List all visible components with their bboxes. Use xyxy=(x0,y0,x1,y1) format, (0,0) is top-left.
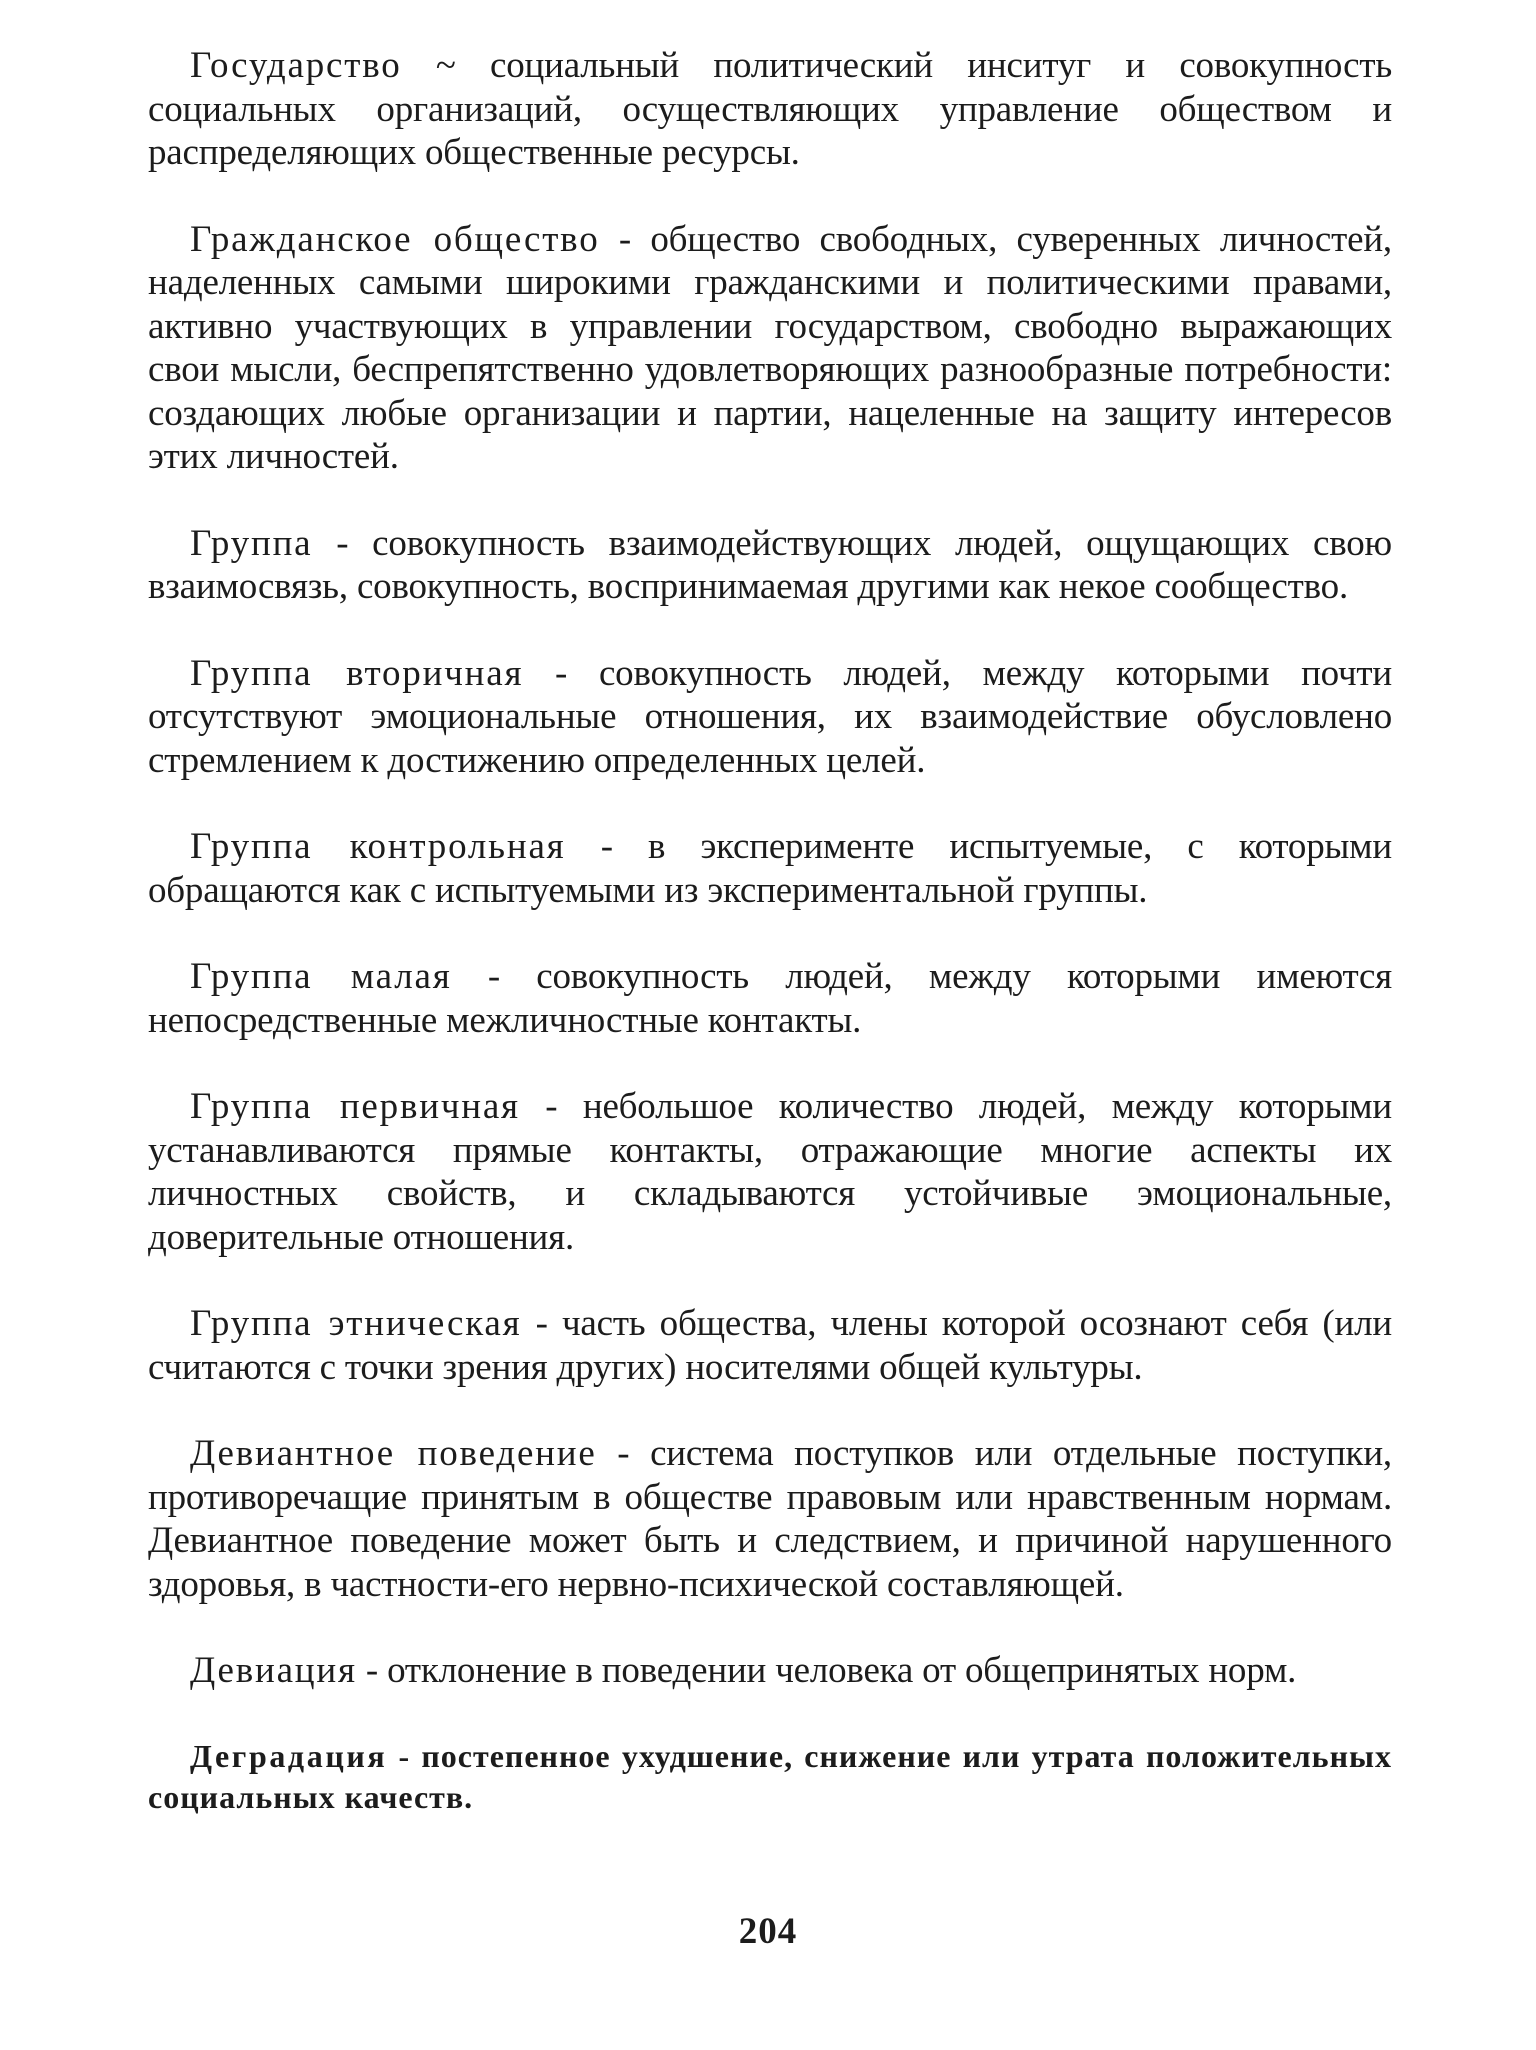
glossary-entry-gosudarstvo xyxy=(148,44,1392,175)
entry-separator: ~ xyxy=(401,45,490,86)
entry-separator: - xyxy=(565,826,649,867)
entry-definition: постепенное ухудшение, снижение или утрата положительных социальных качеств. xyxy=(148,1737,1392,1815)
entry-term: Группа вторичная xyxy=(190,652,524,694)
entry-separator: - xyxy=(521,1303,562,1344)
glossary-entry-deviantnoe-povedenie xyxy=(148,1432,1392,1606)
entry-term: Группа первичная xyxy=(190,1086,520,1127)
entry-term: Группа контрольная xyxy=(190,826,566,867)
glossary-entry-degradatsiya xyxy=(148,1736,1392,1818)
entry-definition: социальный политический инситуг и совокупность социальных организаций, осуществляющих управление обществом и распределяющих общественные ресурсы. xyxy=(148,45,1393,173)
entry-term: Группа xyxy=(190,522,313,564)
entry-separator: - xyxy=(387,1737,422,1774)
entry-separator: - xyxy=(451,956,537,997)
entry-term: Девиация xyxy=(190,1650,357,1691)
entry-separator: - xyxy=(523,652,599,694)
entry-definition: часть общества, члены которой осознают себя (или считаются с точки зрения других) носителями общей культуры. xyxy=(148,1303,1392,1388)
entry-definition: система поступков или отдельные поступки, противоречащие принятым в обществе правовым или нравственным нормам. Девиантное поведение может быть и следствием, и причиной нарушенного здоровья, в частности-его нервно-психической составляющей. xyxy=(148,1433,1392,1605)
entry-definition: совокупность людей, между которыми имеются непосредственные межличностные контакты. xyxy=(148,956,1392,1041)
glossary-entry-gruppa-malaya xyxy=(148,955,1392,1042)
glossary-page xyxy=(148,44,1392,1861)
glossary-entry-gruppa-vtorichnaya xyxy=(148,652,1392,783)
glossary-entry-deviatsiya xyxy=(148,1649,1392,1693)
entry-definition: совокупность людей, между которыми почти отсутствуют эмоциональные отношения, их взаимодействие обусловлено стремлением к достижению определенных целей. xyxy=(148,652,1392,781)
page-number: 204 xyxy=(738,1911,798,1952)
entry-term: Группа этническая xyxy=(190,1303,522,1344)
entry-definition: отклонение в поведении человека от общепринятых норм. xyxy=(387,1650,1297,1691)
glossary-entry-gruppa-pervichnaya xyxy=(148,1085,1392,1259)
entry-separator: - xyxy=(519,1086,583,1127)
entry-term: Группа малая xyxy=(190,956,452,997)
entry-term: Гражданское общество xyxy=(190,218,600,260)
entry-definition: совокупность взаимодействующих людей, ощущающих свою взаимосвязь, совокупность, воспринимаемая другими как некое сообщество. xyxy=(148,522,1392,607)
glossary-entry-gruppa-kontrolnaya xyxy=(148,825,1392,912)
entry-separator: - xyxy=(312,522,373,564)
entry-separator: - xyxy=(599,218,651,260)
glossary-entry-gruppa xyxy=(148,522,1392,609)
entry-definition: в эксперименте испытуемые, с которыми обращаются как с испытуемыми из экспериментальной группы. xyxy=(148,826,1392,911)
entry-term: Государство xyxy=(190,45,402,86)
entry-separator: - xyxy=(356,1650,388,1691)
entry-term: Девиантное поведение xyxy=(190,1433,597,1474)
entry-term: Деградация xyxy=(190,1737,388,1774)
glossary-entry-grazhdanskoe-obshchestvo xyxy=(148,218,1392,479)
glossary-entry-gruppa-etnicheskaya xyxy=(148,1302,1392,1389)
entry-separator: - xyxy=(596,1433,651,1474)
entry-definition: небольшое количество людей, между которыми устанавливаются прямые контакты, отражающие многие аспекты их личностных свойств, и складываются устойчивые эмоциональные, доверительные отношения. xyxy=(148,1086,1392,1258)
entry-definition: общество свободных, суверенных личностей, наделенных самыми широкими гражданскими и политическими правами, активно участвующих в управлении государством, свободно выражающих свои мысли, беспрепятственно удовлетворяющих разнообразные потребности: создающих любые организации и партии, нацеленные на защиту интересов этих личностей. xyxy=(148,218,1392,477)
